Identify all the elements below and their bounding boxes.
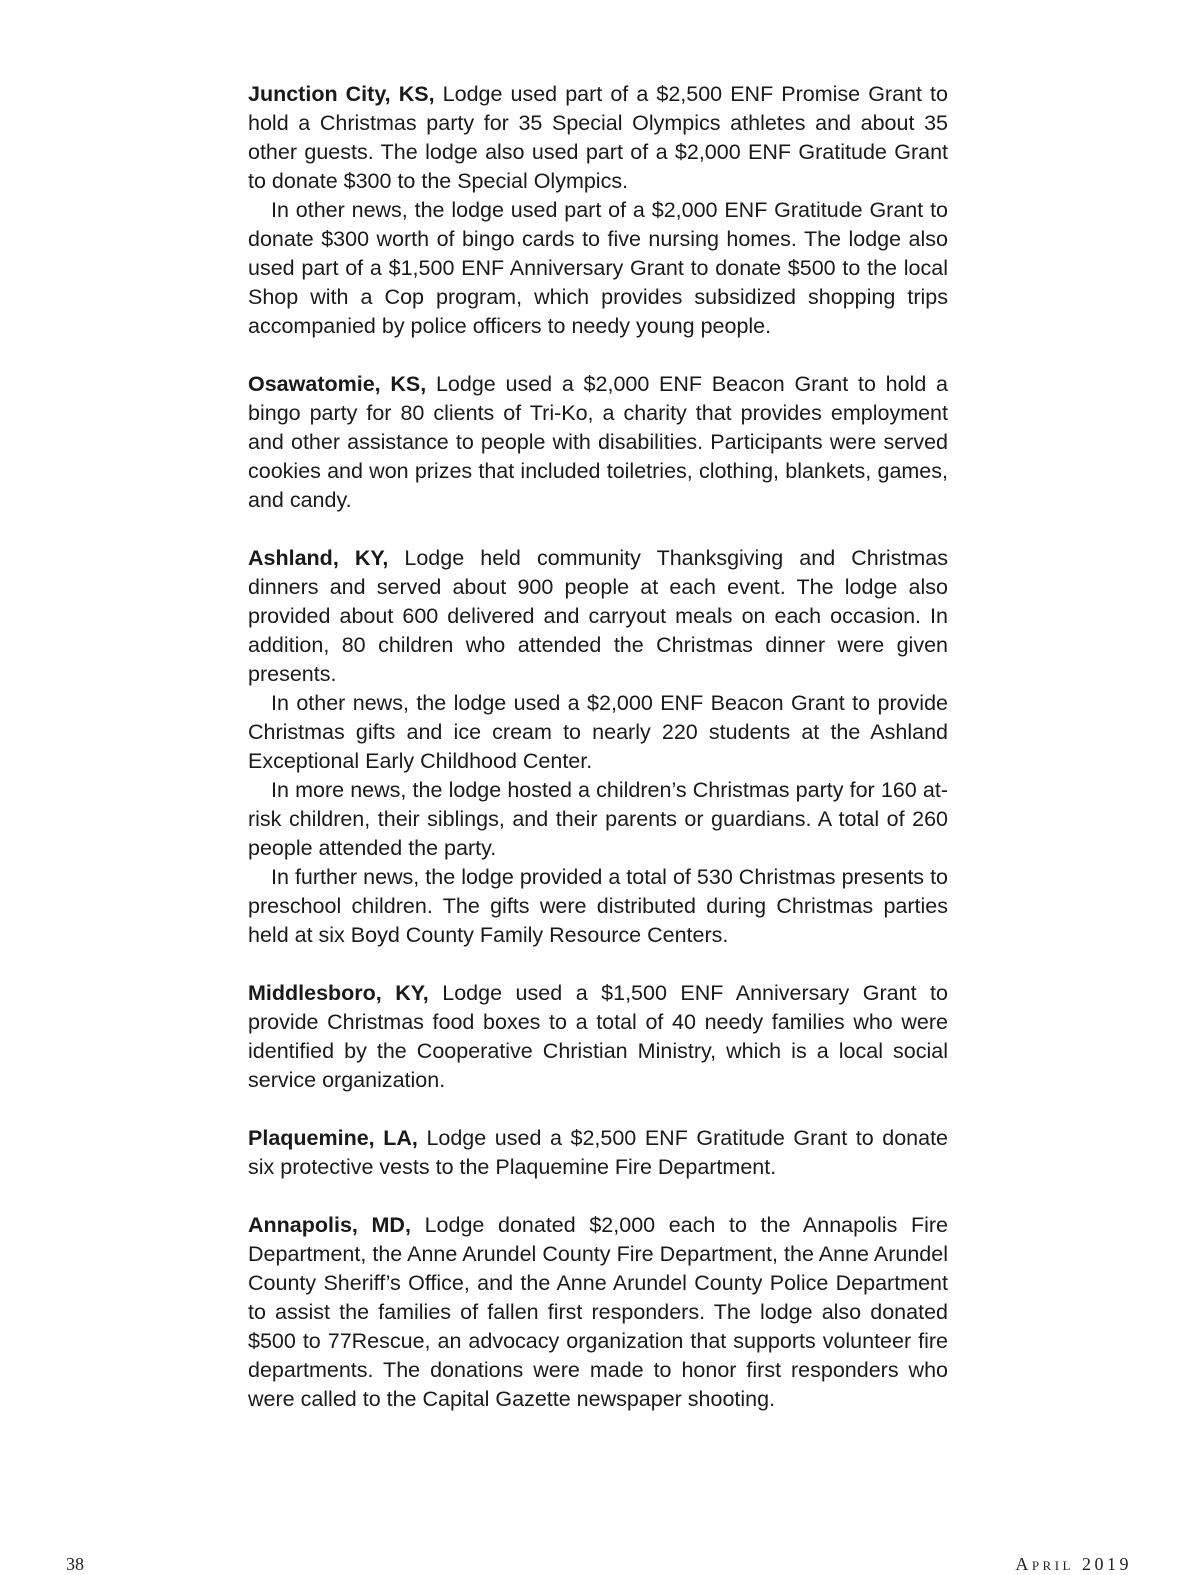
- paragraph-text: Lodge donated $2,000 each to the Annapolis Fire Department, the Anne Arundel County Fire Department, the Anne Arundel County Sheriff’s Office, and the Anne Arundel County Police Department to assist the families of fallen first responders. The lodge also donated $500 to 77Rescue, an advocacy organization that supports volunteer fire departments. The donations were made to honor first responders who were called to the Capital Gazette newspaper shooting.: [248, 1213, 948, 1411]
- lodge-name: Middlesboro, KY,: [248, 981, 429, 1005]
- paragraph-text: Lodge used a $2,500 ENF Gratitude Grant to donate six protective vests to the Plaquemine Fire Department.: [248, 1126, 948, 1179]
- lodge-entry-junction-city: [248, 80, 948, 341]
- paragraph-text: Lodge used a $2,000 ENF Beacon Grant to hold a bingo party for 80 clients of Tri-Ko, a charity that provides employment and other assistance to people with disabilities. Participants were served cookies and won prizes that included toiletries, clothing, blankets, games, and candy.: [248, 372, 948, 512]
- paragraph-text: Lodge used part of a $2,500 ENF Promise Grant to hold a Christmas party for 35 Special Olympics athletes and about 35 other guests. The lodge also used part of a $2,000 ENF Gratitude Grant to donate $300 to the Special Olympics.: [248, 82, 948, 193]
- lodge-entry-annapolis: [248, 1211, 948, 1414]
- entry-paragraph: [248, 370, 948, 515]
- lodge-entry-osawatomie: [248, 370, 948, 515]
- lodge-entry-middlesboro: [248, 979, 948, 1095]
- entry-paragraph: [248, 1124, 948, 1182]
- paragraph-text: Lodge used a $1,500 ENF Anniversary Grant to provide Christmas food boxes to a total of 40 needy families who were identified by the Cooperative Christian Ministry, which is a local social service organization.: [248, 981, 948, 1092]
- page-number: 38: [66, 1554, 84, 1574]
- paragraph-text: Lodge held community Thanksgiving and Christmas dinners and served about 900 people at each event. The lodge also provided about 600 delivered and carryout meals on each occasion. In addition, 80 children who attended the Christmas dinner were given presents.: [248, 546, 949, 686]
- article-column: [248, 80, 948, 1443]
- entry-paragraph: In more news, the lodge hosted a children’s Christmas party for 160 at-risk children, their siblings, and their parents or guardians. A total of 260 people attended the party.: [248, 778, 948, 860]
- entry-paragraph: [248, 80, 948, 196]
- lodge-name: Annapolis, MD,: [248, 1213, 411, 1237]
- issue-date: April 2019: [1015, 1554, 1132, 1574]
- entry-paragraph: In other news, the lodge used a $2,000 ENF Beacon Grant to provide Christmas gifts and ice cream to nearly 220 students at the Ashland Exceptional Early Childhood Center.: [248, 691, 948, 773]
- entry-paragraph: [248, 1211, 948, 1414]
- lodge-name: Junction City, KS,: [248, 82, 435, 106]
- lodge-name: Ashland, KY,: [248, 546, 389, 570]
- entry-paragraph: [248, 979, 948, 1095]
- entry-paragraph: In other news, the lodge used part of a $2,000 ENF Gratitude Grant to donate $300 worth of bingo cards to five nursing homes. The lodge also used part of a $1,500 ENF Anniversary Grant to donate $500 to the local Shop with a Cop program, which provides subsidized shopping trips accompanied by police officers to needy young people.: [248, 198, 948, 338]
- lodge-name: Plaquemine, LA,: [248, 1126, 418, 1150]
- lodge-entry-ashland: [248, 544, 948, 950]
- entry-paragraph: [248, 544, 948, 689]
- entry-paragraph: In further news, the lodge provided a total of 530 Christmas presents to preschool children. The gifts were distributed during Christmas parties held at six Boyd County Family Resource Centers.: [248, 865, 948, 947]
- lodge-entry-plaquemine: [248, 1124, 948, 1182]
- lodge-name: Osawatomie, KS,: [248, 372, 427, 396]
